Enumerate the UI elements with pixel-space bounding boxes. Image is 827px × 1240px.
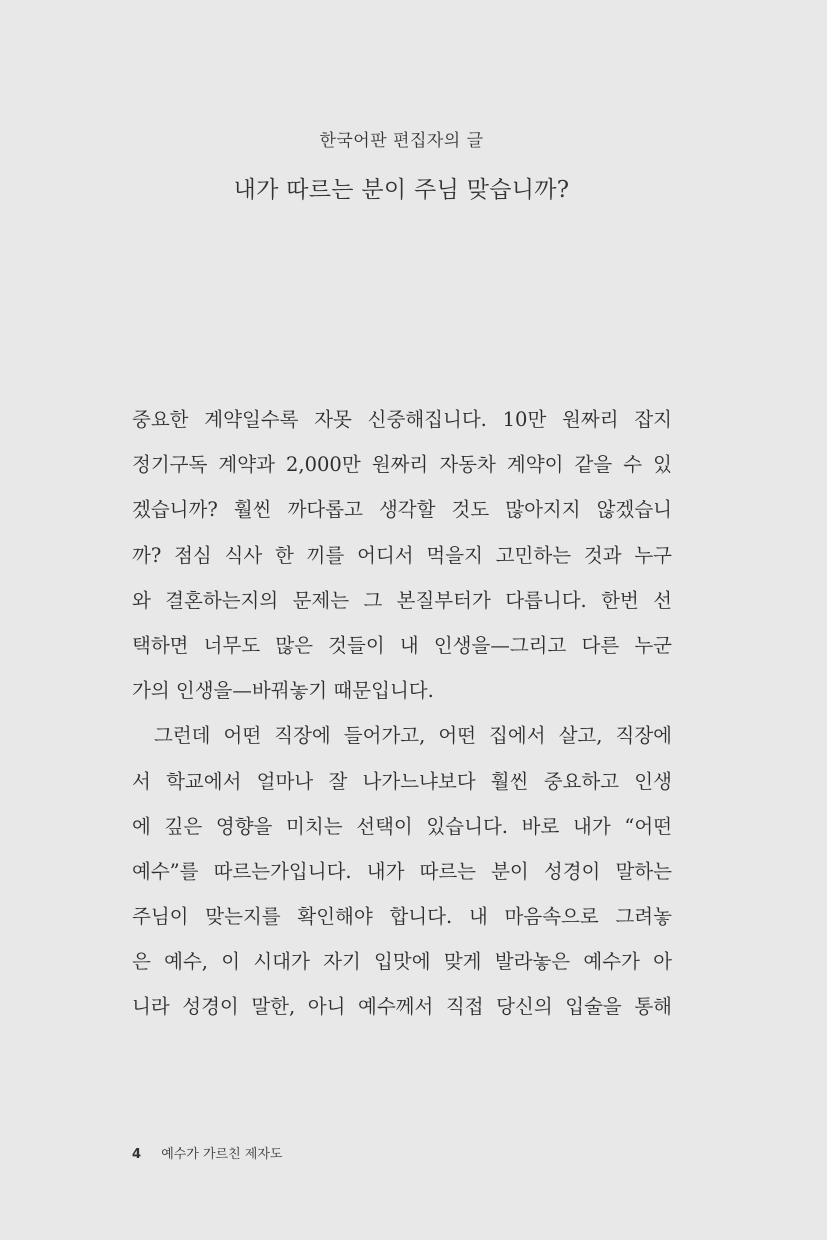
text-line: 그런데 어떤 직장에 들어가고, 어떤 집에서 살고, 직장에 bbox=[154, 724, 672, 748]
text-line: 에 깊은 영향을 미치는 선택이 있습니다. 바로 내가 “어떤 bbox=[132, 814, 672, 838]
running-title: 예수가 가르친 제자도 bbox=[161, 1147, 283, 1162]
text-line: 예수”를 따르는가입니다. 내가 따르는 분이 성경이 말하는 bbox=[132, 859, 672, 883]
text-line: 중요한 계약일수록 자못 신중해집니다. 10만 원짜리 잡지 bbox=[132, 408, 672, 431]
text-line: 주님이 맞는지를 확인해야 합니다. 내 마음속으로 그려놓 bbox=[132, 905, 672, 929]
text-line: 니라 성경이 말한, 아니 예수께서 직접 당신의 입술을 통해 bbox=[132, 995, 672, 1019]
text-line: 정기구독 계약과 2,000만 원짜리 자동차 계약이 같을 수 있 bbox=[132, 453, 672, 477]
text-line: 택하면 너무도 많은 것들이 내 인생을—그리고 다른 누군 bbox=[132, 633, 672, 657]
text-line: 겠습니까? 훨씬 까다롭고 생각할 것도 많아지지 않겠습니 bbox=[132, 498, 672, 522]
text-line: 서 학교에서 얼마나 잘 나가느냐보다 훨씬 중요하고 인생 bbox=[132, 769, 672, 793]
text-line: 와 결혼하는지의 문제는 그 본질부터가 다릅니다. 한번 선 bbox=[132, 588, 672, 612]
page-title: 내가 따르는 분이 주님 맞습니까? bbox=[233, 177, 570, 203]
page-number: 4 bbox=[132, 1147, 142, 1162]
text-line: 까? 점심 식사 한 끼를 어디서 먹을지 고민하는 것과 누구 bbox=[132, 543, 672, 567]
page-footer bbox=[132, 1143, 282, 1162]
section-kicker: 한국어판 편집자의 글 bbox=[319, 131, 484, 151]
text-line: 은 예수, 이 시대가 자기 입맛에 맞게 발라놓은 예수가 아 bbox=[132, 950, 672, 974]
text-line: 가의 인생을—바꿔놓기 때문입니다. bbox=[132, 679, 434, 703]
body-text bbox=[132, 400, 672, 1033]
